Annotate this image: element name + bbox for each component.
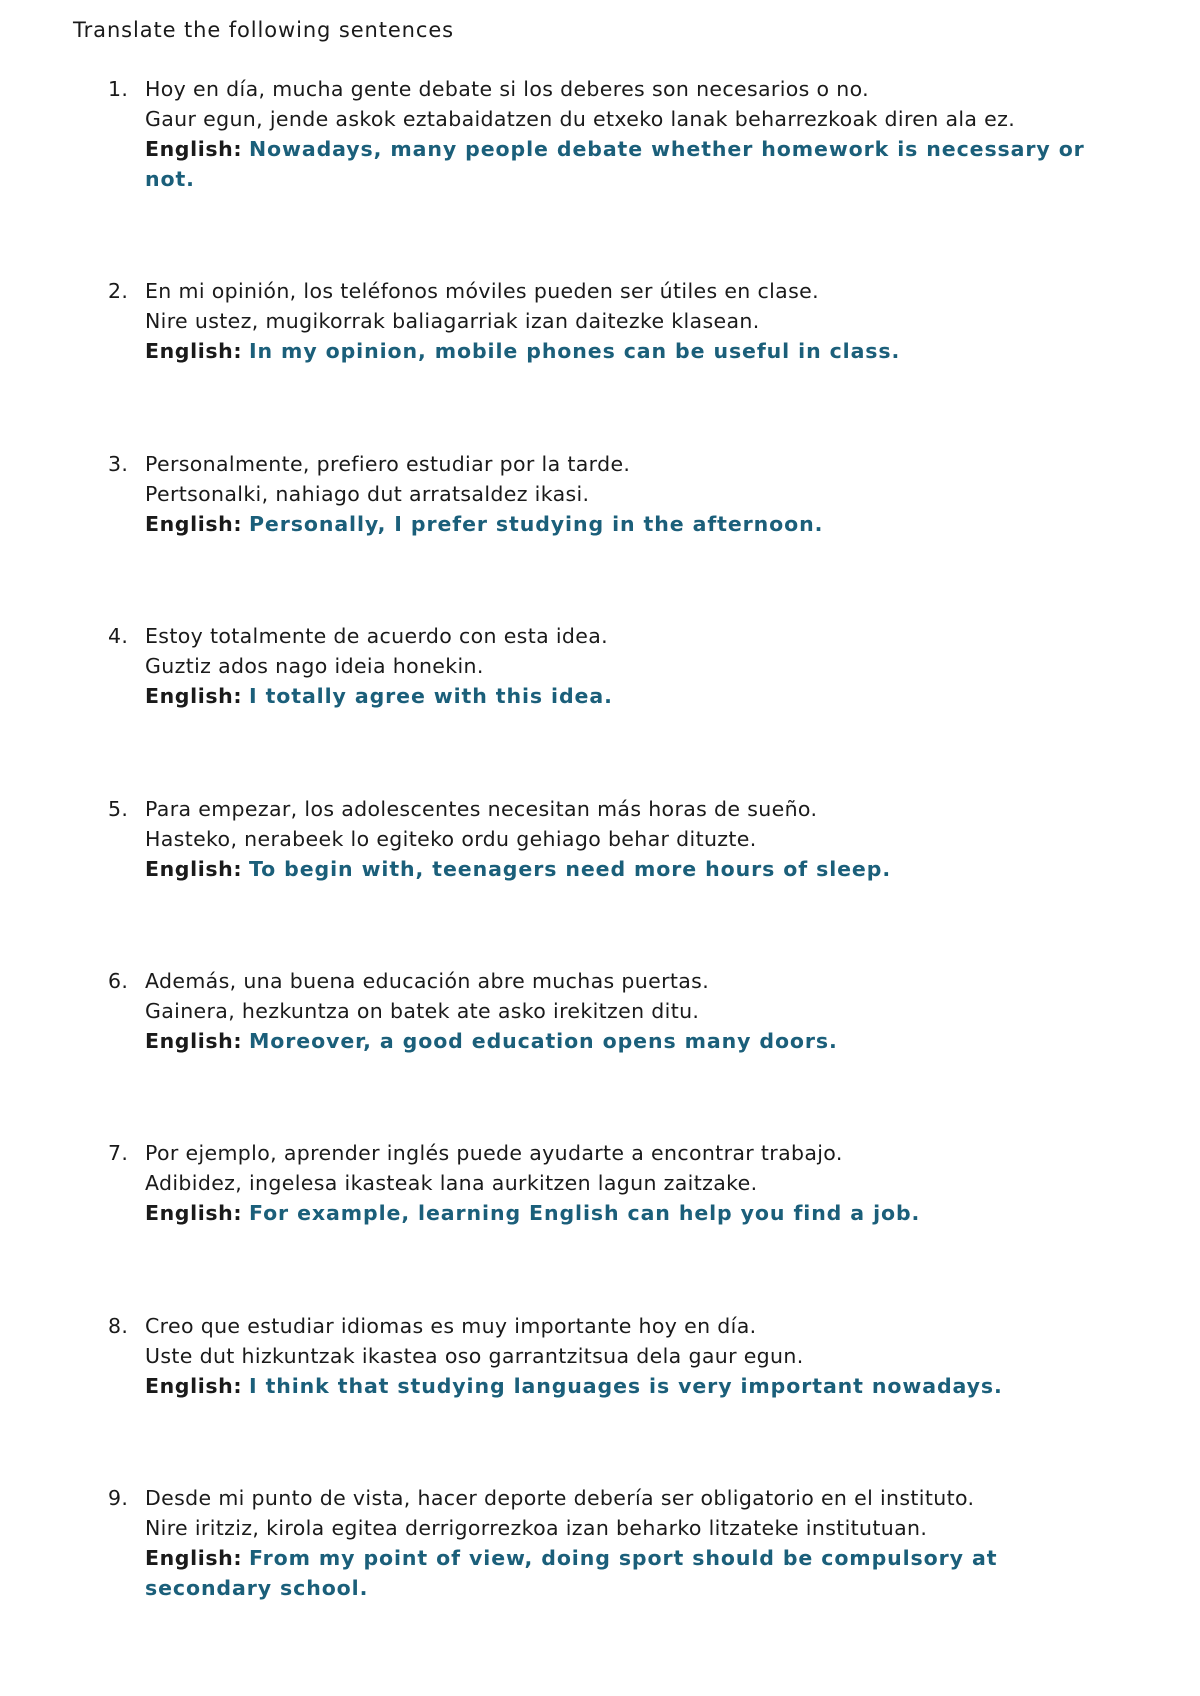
item-number: 4. bbox=[108, 624, 129, 648]
english-label: English: bbox=[145, 1201, 243, 1225]
english-label: English: bbox=[145, 1374, 243, 1398]
spanish-sentence: Hoy en día, mucha gente debate si los deberes son necesarios o no. bbox=[145, 77, 870, 101]
english-translation: Moreover, a good education opens many doors. bbox=[249, 1029, 838, 1053]
item-number: 8. bbox=[108, 1314, 129, 1338]
english-translation: I think that studying languages is very important nowadays. bbox=[249, 1374, 1003, 1398]
item-number: 3. bbox=[108, 452, 129, 476]
basque-sentence: Gaur egun, jende askok eztabaidatzen du etxeko lanak beharrezkoak diren ala ez. bbox=[145, 107, 1016, 131]
item-number: 6. bbox=[108, 969, 129, 993]
worksheet-heading: Translate the following sentences bbox=[73, 18, 454, 42]
basque-sentence: Hasteko, nerabeek lo egiteko ordu gehiago behar dituzte. bbox=[145, 827, 757, 851]
english-label: English: bbox=[145, 1029, 243, 1053]
basque-sentence: Nire ustez, mugikorrak baliagarriak izan daitezke klasean. bbox=[145, 309, 760, 333]
english-translation: I totally agree with this idea. bbox=[249, 684, 613, 708]
spanish-sentence: Para empezar, los adolescentes necesitan más horas de sueño. bbox=[145, 797, 818, 821]
english-label: English: bbox=[145, 684, 243, 708]
english-answer bbox=[145, 134, 1125, 194]
english-answer bbox=[145, 1543, 1125, 1603]
item-number: 1. bbox=[108, 77, 129, 101]
spanish-sentence: Personalmente, prefiero estudiar por la tarde. bbox=[145, 452, 631, 476]
english-answer bbox=[145, 854, 1125, 884]
item-number: 2. bbox=[108, 279, 129, 303]
english-translation: For example, learning English can help you find a job. bbox=[249, 1201, 921, 1225]
english-label: English: bbox=[145, 1546, 243, 1570]
spanish-sentence: Creo que estudiar idiomas es muy importante hoy en día. bbox=[145, 1314, 757, 1338]
item-number: 7. bbox=[108, 1141, 129, 1165]
english-answer bbox=[145, 681, 1125, 711]
item-number: 5. bbox=[108, 797, 129, 821]
english-answer bbox=[145, 1198, 1125, 1228]
spanish-sentence: En mi opinión, los teléfonos móviles pueden ser útiles en clase. bbox=[145, 279, 819, 303]
spanish-sentence: Estoy totalmente de acuerdo con esta idea. bbox=[145, 624, 609, 648]
english-label: English: bbox=[145, 512, 243, 536]
english-answer bbox=[145, 336, 1125, 366]
english-label: English: bbox=[145, 857, 243, 881]
english-translation: Personally, I prefer studying in the afternoon. bbox=[249, 512, 824, 536]
english-answer bbox=[145, 509, 1125, 539]
basque-sentence: Gainera, hezkuntza on batek ate asko irekitzen ditu. bbox=[145, 999, 700, 1023]
english-translation: From my point of view, doing sport should be compulsory at secondary school. bbox=[145, 1546, 998, 1600]
basque-sentence: Nire iritziz, kirola egitea derrigorrezkoa izan beharko litzateke institutuan. bbox=[145, 1516, 928, 1540]
basque-sentence: Guztiz ados nago ideia honekin. bbox=[145, 654, 484, 678]
basque-sentence: Pertsonalki, nahiago dut arratsaldez ikasi. bbox=[145, 482, 590, 506]
spanish-sentence: Por ejemplo, aprender inglés puede ayudarte a encontrar trabajo. bbox=[145, 1141, 843, 1165]
basque-sentence: Adibidez, ingelesa ikasteak lana aurkitzen lagun zaitzake. bbox=[145, 1171, 758, 1195]
english-answer bbox=[145, 1026, 1125, 1056]
english-answer bbox=[145, 1371, 1125, 1401]
english-translation: Nowadays, many people debate whether homework is necessary or not. bbox=[145, 137, 1085, 191]
item-number: 9. bbox=[108, 1486, 129, 1510]
english-translation: To begin with, teenagers need more hours of sleep. bbox=[249, 857, 892, 881]
basque-sentence: Uste dut hizkuntzak ikastea oso garrantzitsua dela gaur egun. bbox=[145, 1344, 804, 1368]
english-label: English: bbox=[145, 339, 243, 363]
spanish-sentence: Desde mi punto de vista, hacer deporte debería ser obligatorio en el instituto. bbox=[145, 1486, 975, 1510]
english-label: English: bbox=[145, 137, 243, 161]
spanish-sentence: Además, una buena educación abre muchas puertas. bbox=[145, 969, 710, 993]
english-translation: In my opinion, mobile phones can be useful in class. bbox=[249, 339, 901, 363]
